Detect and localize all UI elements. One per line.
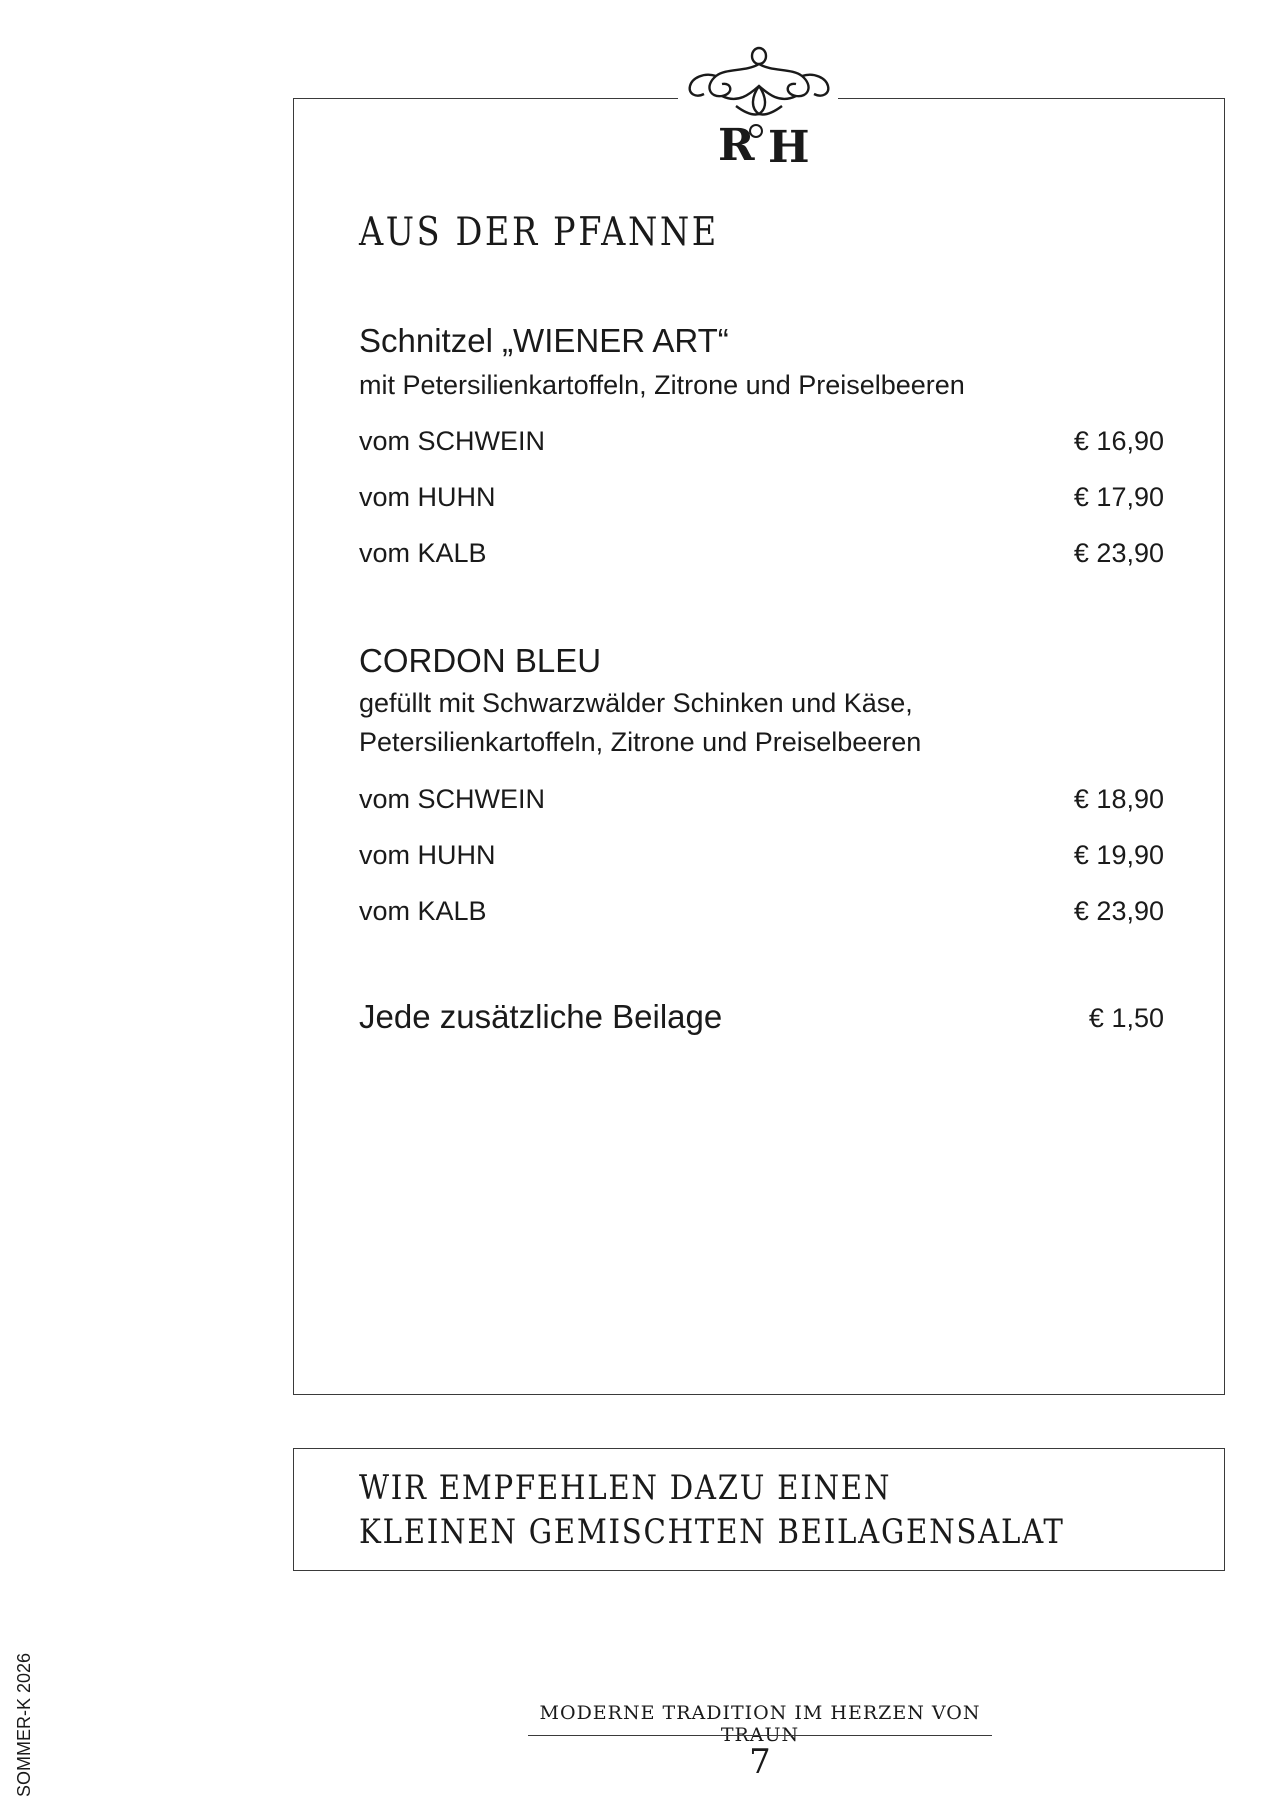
item-description-line: Petersilienkartoffeln, Zitrone und Preiselbeeren [359,727,922,757]
option-label: vom HUHN [359,482,496,512]
option-label: vom KALB [359,538,487,568]
option-label: vom HUHN [359,840,496,870]
recommendation-line: WIR EMPFEHLEN DAZU EINEN [359,1468,892,1508]
extra-side-label: Jede zusätzliche Beilage [359,998,723,1035]
season-label: SOMMER-K 2026 [14,1652,34,1797]
footer-tagline: MODERNE TRADITION IM HERZEN VON TRAUN [539,1702,981,1746]
recommendation-line: KLEINEN GEMISCHTEN BEILAGENSALAT [359,1512,1065,1552]
option-price: € 19,90 [1073,840,1164,870]
option-price: € 16,90 [1073,426,1164,456]
option-label: vom SCHWEIN [359,784,546,814]
item-description-schnitzel: mit Petersilienkartoffeln, Zitrone und Preiselbeeren [359,370,965,400]
page-number: 7 [749,1742,771,1782]
option-price: € 17,90 [1073,482,1164,512]
logo-letter-h: H [768,122,810,173]
section-title: AUS DER PFANNE [359,210,719,255]
option-price: € 23,90 [1073,896,1164,926]
option-label: vom KALB [359,896,487,926]
flourish-ornament-icon [686,46,832,126]
item-title-cordon-bleu: CORDON BLEU [359,642,602,679]
logo-letter-r: R [718,120,755,171]
extra-side-price: € 1,50 [1088,1003,1164,1033]
option-label: vom SCHWEIN [359,426,546,456]
logo-dot [749,124,763,138]
footer-divider [528,1735,992,1736]
recommendation-box [293,1448,1225,1571]
rh-logo [686,46,832,176]
option-price: € 23,90 [1073,538,1164,568]
item-title-schnitzel: Schnitzel „WIENER ART“ [359,322,729,359]
item-description-line: gefüllt mit Schwarzwälder Schinken und Käse, [359,688,913,718]
option-price: € 18,90 [1073,784,1164,814]
